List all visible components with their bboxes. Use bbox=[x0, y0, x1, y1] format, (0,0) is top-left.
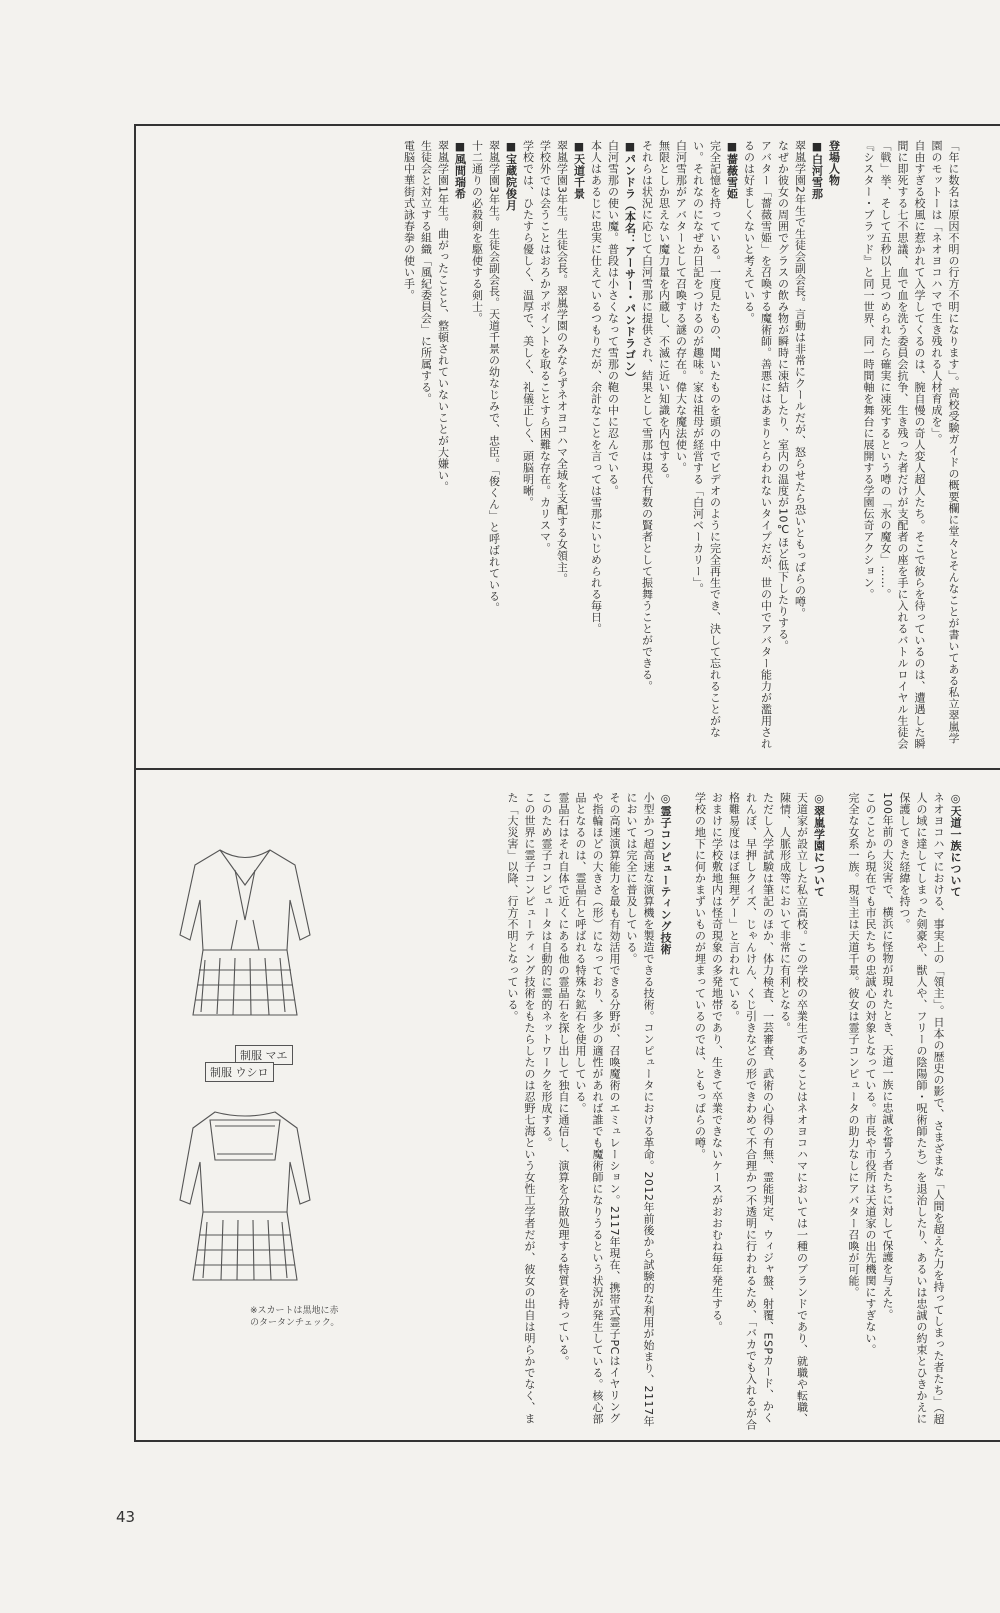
section-line: その高速演算能力を最も有効活用できる分野が、召喚魔術のエミュレーション。2117年現在、携帯式霊子PCはイヤリングや指輪ほどの大きさ（形）になっており、多少の適性があれば誰でも魔術師になりうるという状況が発生している。核心部品となるのは、霊晶石と呼ばれる特殊な鉱石を使用している。 bbox=[574, 792, 621, 1425]
page-number: 43 bbox=[116, 1508, 136, 1526]
section-title: ◎翠嵐学園について bbox=[812, 792, 826, 898]
character-line: 無限としか思えない魔力量を内蔵し、不滅に近い知識を内包する。 bbox=[657, 140, 671, 485]
character-line: 十二通りの必殺剣を駆使する剣士。 bbox=[470, 140, 484, 324]
uniform-back-sketch bbox=[175, 1066, 340, 1328]
character-line: 電脳中華街式詠春拳の使い手。 bbox=[402, 140, 416, 301]
character-line: なぜか彼女の周囲でグラスの飲み物が瞬時に凍結したり、室内の温度が10℃ほど低下したりする。 bbox=[776, 140, 790, 652]
uniform-front-label: 制服 マエ bbox=[235, 1045, 293, 1065]
section-line: ただし入学試験は筆記のほか、体力検査、一芸審査、武術の心得の有無、霊能判定、ウィジャ盤、射覆、ESPカード、かくれんぼ、早押しクイズ、じゃんけん、くじ引きなどの形できわめて不合理かつ不透明に行われるため、「バカでも入れるが合格難易度はほぼ無理ゲー」と言われている。 bbox=[727, 792, 775, 1431]
section-title: ◎天道一族について bbox=[949, 792, 962, 898]
section-line: 完全な女系一族。現当主は天道千景。彼女は霊子コンピュータの助力なしにアバター召喚が可能。 bbox=[847, 792, 860, 1298]
intro-paragraph-2: 自由すぎる校風に惹かれて入学してくるのは、腕自慢の奇人変人超人たち。そこで彼らを待っているのは、遭遇した瞬間に即死する七不思議、血で血を洗う委員会抗争、生き残った者だけが支配者の座を手に入れるバトルロイヤル生徒会「戦」挙、そして五秒以上見つめられたら確実に凍死するという噂の「氷の魔女」……。 bbox=[879, 140, 926, 750]
top-panel-text bbox=[252, 140, 962, 752]
character-line: 翠嵐学園3年生。生徒会副会長。天道千景の幼なじみで、忠臣。「俊くん」と呼ばれている。 bbox=[487, 140, 501, 614]
intro-paragraph-1: 「年に数名は原因不明の行方不明になります」。高校受験ガイドの概要欄に堂々とそんなことが書いてある私立翠嵐学園のモットーは「ネオヨコハマで生き残れる人材育成を」。 bbox=[930, 140, 960, 744]
section-line: この世界に霊子コンピューティング技術をもたらしたのは忍野七海という女性工学者だが、彼女の出自は明らかでなく、また「大災害」以降、行方不明となっている。 bbox=[506, 792, 536, 1425]
character-name: ■白河雪那 bbox=[810, 140, 824, 200]
bottom-panel-text bbox=[348, 792, 964, 1432]
character-line: 翠嵐学園1年生。曲がったことと、整頓されていないことが大嫌い。 bbox=[436, 140, 450, 493]
uniform-front-sketch bbox=[175, 840, 315, 1062]
section-line: このため霊子コンピュータは自動的に霊的ネットワークを形成する。 bbox=[540, 792, 553, 1149]
character-name: ■薔薇雪姫 bbox=[725, 140, 739, 200]
intro-paragraph-3: 『シスター・ブラッド』と同一世界、同一時間軸を舞台に展開する学園伝奇アクション。 bbox=[862, 140, 875, 600]
section-line: ネオヨコハマにおける、事実上の「領主」。日本の歴史の影で、さまざまな「人間を超えた力を持ってしまった者たち」（超人の域に達してしまった剣豪や、獣人や、フリーの陰陽師・呪術師たち）を退治したり、あるいは忠誠の約束とひきかえに保護してきた経緯を持つ。 bbox=[898, 792, 945, 1425]
character-name: ■天道千景 bbox=[572, 140, 586, 200]
character-line: 学校では、ひたすら優しく、温厚で、美しく、礼儀正しく、頭脳明晰。 bbox=[521, 140, 535, 508]
character-line: 白河雪那がアバターとして召喚する謎の存在。偉大な魔法使い。 bbox=[674, 140, 688, 474]
character-name: ■風間瑞希 bbox=[453, 140, 467, 200]
character-line: 翠嵐学園3年生。生徒会長。翠嵐学園のみならずネオヨコハマ全域を支配する女領主。 bbox=[555, 140, 569, 585]
characters-heading: 登場人物 bbox=[827, 140, 841, 186]
character-line: 本人はあるじに忠実に仕えているつもりだが、余計なことを言っては雪那にいじめられる毎日。 bbox=[589, 140, 603, 635]
uniform-back-label: 制服 ウシロ bbox=[205, 1062, 274, 1082]
section-line: おまけに学校敷地内は怪奇現象の多発地帯であり、生きて卒業できないケースがおおむね毎年発生する。 bbox=[710, 792, 724, 1333]
uniform-note: ※スカートは黒地に赤のタータンチェック。 bbox=[250, 1306, 340, 1328]
uniform-front-drawing bbox=[175, 840, 315, 1040]
character-line: 生徒会と対立する組織「風紀委員会」に所属する。 bbox=[419, 140, 433, 405]
section-line: このことから現在でも市民たちの忠誠心の対象となっている。市長や市役所は天道家の出先機関にすぎない。 bbox=[864, 792, 877, 1356]
character-line: 翠嵐学園2年生で生徒会副会長。言動は非常にクールだが、怒らせたら恐いともっぱらの噂。 bbox=[793, 140, 807, 619]
section-line: 天道家が設立した私立高校。この学校の卒業生であることはネオヨコハマにおいては一種のブランドであり、就職や転職、陳情、人脈形成等において非常に有利となる。 bbox=[778, 792, 809, 1425]
section-line: 小型かつ超高速な演算機を製造できる技術。コンピュータにおける革命。2012年前後から試験的な利用が始まり、2117年においては完全に普及している。 bbox=[625, 792, 655, 1427]
character-line: 白河雪那の使い魔。普段は小さくなって雪那の鞄の中に忍んでいる。 bbox=[606, 140, 620, 497]
section-line: 霊晶石はそれ自体で近くにある他の霊晶石を探し出して独自に通信し、演算を分散処理する特質を持っている。 bbox=[557, 792, 570, 1367]
section-line: 学校の地下に何かまずいものが埋まっているのでは、ともっぱらの噂。 bbox=[693, 792, 707, 1160]
character-name: ■宝蔵院俊月 bbox=[504, 140, 518, 211]
section-line: 100年前の大災害で、横浜に怪物が現れたとき、天道一族に忠誠を誓う者たちに対して保護を与えた。 bbox=[881, 792, 894, 1321]
character-line: 学校外では会うことはおろかアポイントを取ることすら困難な存在。カリスマ。 bbox=[538, 140, 552, 554]
uniform-back-drawing bbox=[175, 1100, 315, 1300]
character-line: それらは状況に応じて白河雪那に提供され、結果として雪那は現代有数の賢者として振舞うことができる。 bbox=[640, 140, 654, 692]
character-name: ■パンドラ（本名：アーサー・パンドラゴン） bbox=[623, 140, 637, 384]
character-line: アバター「薔薇雪姫」を召喚する魔術師。善悪にはあまりとらわれないタイプだが、世の中でアバター能力が濫用されるのは好ましくないと考えている。 bbox=[742, 140, 773, 750]
section-title: ◎霊子コンピューティング技術 bbox=[659, 792, 672, 955]
character-line: 完全記憶を持っている。一度見たもの、聞いたものを頭の中でビデオのように完全再生でき、決して忘れることがない。それなのになぜか日記をつけるのが趣味。家は祖母が経営する「白河ベーカリー」。 bbox=[691, 140, 722, 738]
